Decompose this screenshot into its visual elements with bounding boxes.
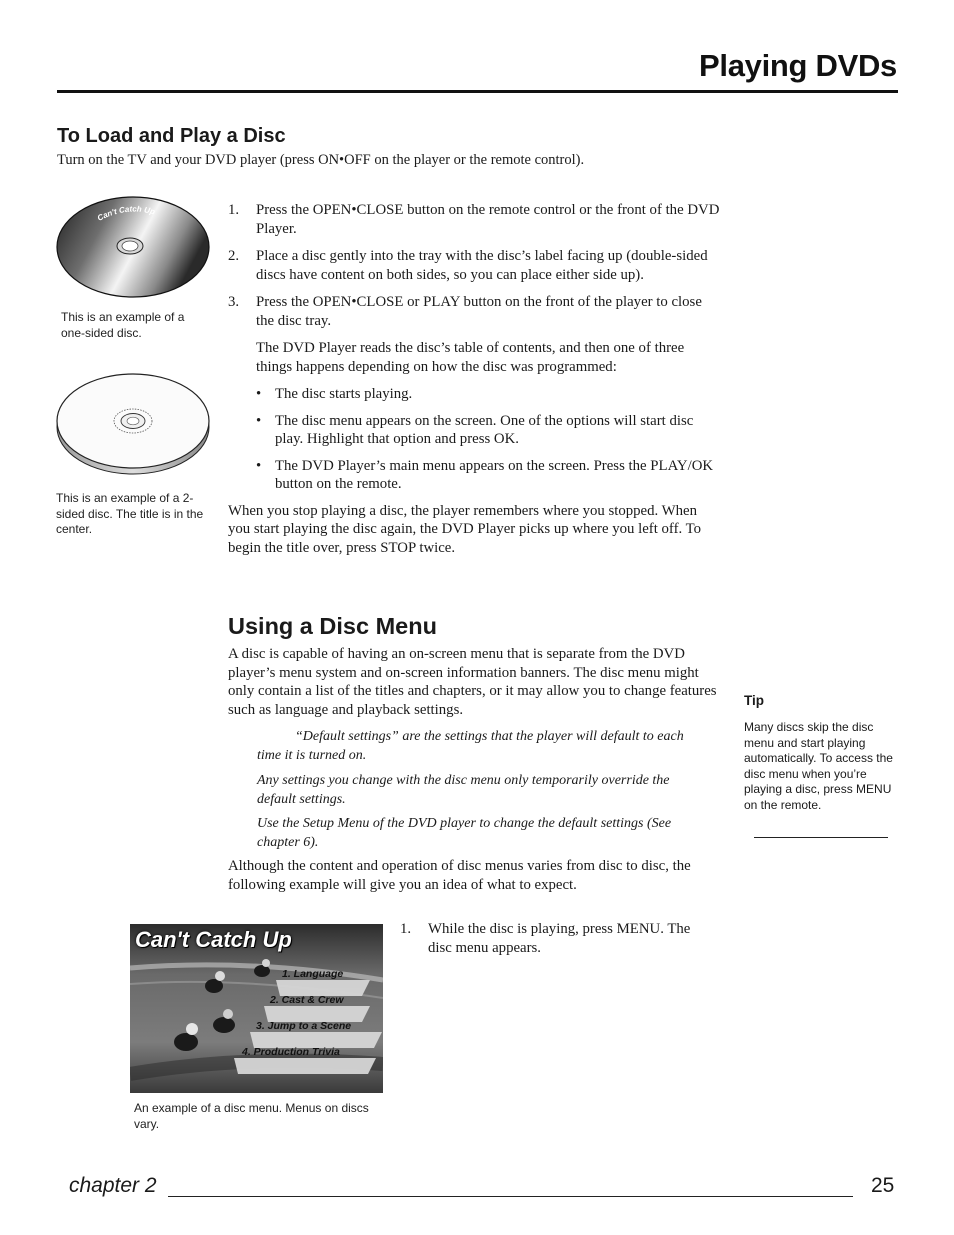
disc-menu-caption: An example of a disc menu. Menus on discs vary. [134, 1101, 369, 1131]
page-title: Playing DVDs [699, 48, 897, 83]
list-item [228, 247, 720, 284]
outcome-bullets [228, 385, 720, 494]
step-number: 1. [228, 202, 240, 218]
load-steps-list [228, 201, 720, 330]
tip-text: Many discs skip the disc menu and start playing automatically. To access the disc menu when you’re playing a disc, press MENU on the remote. [744, 720, 893, 812]
section-heading-load-and-play: To Load and Play a Disc [57, 125, 286, 147]
disc-menu-item: 1. Language [282, 968, 344, 980]
disc-menu-item: 2. Cast & Crew [270, 994, 344, 1006]
step-text: While the disc is playing, press MENU. The disc menu appears. [428, 921, 691, 956]
footer-rule [168, 1196, 853, 1197]
list-item: • The disc menu appears on the screen. One of the options will start disc play. Highlight that option and press OK. [256, 412, 720, 449]
list-item: • The DVD Player’s main menu appears on the screen. Press the PLAY/OK button on the remote. [256, 457, 720, 494]
disc-menu-item: 4. Production Trivia [242, 1046, 340, 1058]
page-number: 25 [871, 1174, 895, 1197]
disc-menu-item: 3. Jump to a Scene [256, 1020, 352, 1032]
step-followup: The DVD Player reads the disc’s table of contents, and then one of three things happens depending on how the disc was programmed: [256, 340, 685, 375]
one-sided-disc-image [55, 195, 211, 299]
note-default-settings: “Default settings” are the settings that the player will default to each time it is turned on. [257, 729, 684, 763]
step-number: 3. [228, 294, 240, 310]
list-item [228, 293, 720, 330]
menu-steps-list [400, 920, 700, 957]
disc-menu-intro: A disc is capable of having an on-screen menu that is separate from the DVD player’s menu system and on-screen information banners. The disc menu might only contain a list of the titles and chapters, or it may allow you to change features such as language and playback settings. [228, 646, 717, 718]
footer-chapter-label: chapter 2 [69, 1174, 157, 1197]
note-temporary-override: Any settings you change with the disc menu only temporarily override the default settings. [257, 773, 670, 807]
title-rule [57, 90, 898, 93]
resume-paragraph: When you stop playing a disc, the player remembers where you stopped. When you start playing the disc again, the DVD Player picks up where you left off. To begin the title over, press STOP twice. [228, 502, 702, 556]
step-text: Press the OPEN•CLOSE or PLAY button on the front of the player to close the disc tray. [256, 294, 702, 329]
two-sided-disc-caption: This is an example of a 2-sided disc. The title is in the center. [56, 491, 204, 536]
step-text: Press the OPEN•CLOSE button on the remote control or the front of the DVD Player. [256, 202, 720, 237]
tip-heading: Tip [744, 693, 764, 708]
section-heading-disc-menu: Using a Disc Menu [228, 613, 437, 639]
one-sided-disc-caption: This is an example of a one-sided disc. [61, 310, 185, 340]
disc-menu-title: Can't Catch Up [135, 927, 292, 952]
step-number: 2. [228, 248, 240, 264]
step-number: 1. [400, 921, 412, 937]
two-sided-disc-image [55, 357, 211, 477]
step-text: Place a disc gently into the tray with the disc’s label facing up (double-sided discs have content on both sides, so you can place either side up). [256, 248, 708, 283]
list-item: • The disc starts playing. [256, 385, 720, 404]
section-intro: Turn on the TV and your DVD player (press ON•OFF on the player or the remote control). [57, 152, 585, 168]
load-instructions [228, 201, 720, 557]
tip-divider [754, 837, 888, 838]
disc-menu-step [400, 920, 700, 966]
list-item [400, 920, 700, 957]
note-setup-menu: Use the Setup Menu of the DVD player to change the default settings (See chapter 6). [257, 816, 672, 850]
disc-menu-example-image [130, 924, 383, 1093]
disc-menu-followup: Although the content and operation of disc menus varies from disc to disc, the following example will give you an idea of what to expect. [228, 858, 691, 893]
one-sided-disc-label: Can't Catch Up [95, 204, 157, 223]
list-item [228, 201, 720, 238]
